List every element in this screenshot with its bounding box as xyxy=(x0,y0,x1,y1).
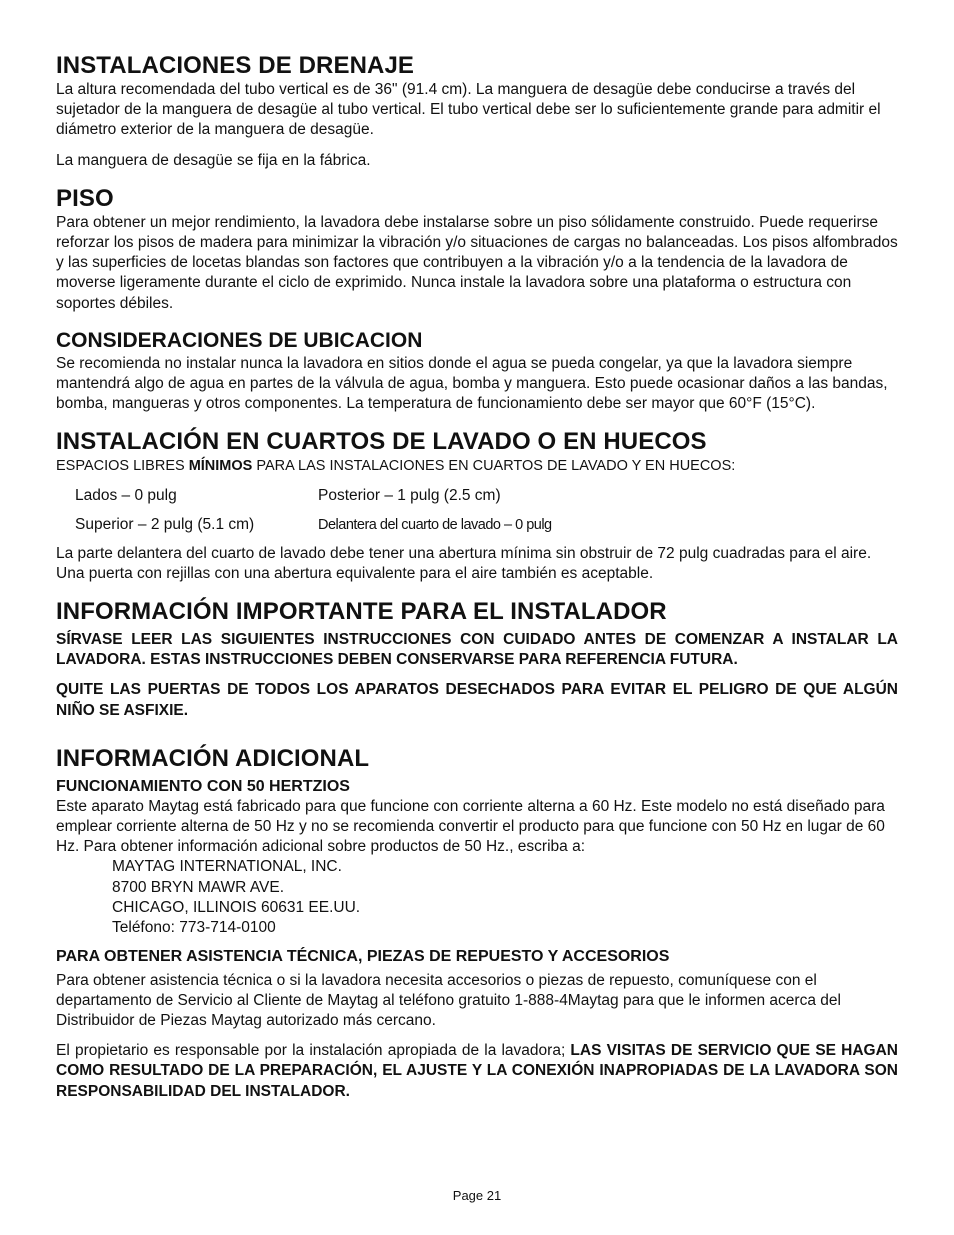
heading-ubicacion: CONSIDERACIONES DE UBICACION xyxy=(56,328,423,352)
instalador-paragraph-2: QUITE LAS PUERTAS DE TODOS LOS APARATOS DESECHADOS PARA EVITAR EL PELIGRO DE QUE ALGÚN NIÑO SE ASFIXIE. xyxy=(56,681,898,719)
adicional-paragraph-3 xyxy=(56,1041,898,1102)
drenaje-paragraph-2: La manguera de desagüe se fija en la fábrica. xyxy=(56,151,371,169)
drenaje-paragraph-1: La altura recomendada del tubo vertical es de 36" (91.4 cm). La manguera de desagüe debe conducirse a través del sujetador de la manguera de desagüe al tubo vertical. El tubo vertical debe ser lo suficientemente grande para admitir el diámetro exterior de la manguera de desagüe. xyxy=(56,81,881,139)
cuartos-intro-bold: MÍNIMOS xyxy=(188,458,253,475)
heading-instalador: INFORMACIÓN IMPORTANTE PARA EL INSTALADOR xyxy=(56,598,667,626)
clearance-delantera: Delantera del cuarto de lavado – 0 pulg xyxy=(318,516,552,533)
adicional-p3-bold: LAS VISITAS DE SERVICIO QUE SE HAGAN COMO RESULTADO DE LA PREPARACIÓN, EL AJUSTE Y LA CONEXIÓN INAPROPIADAS DE LA LAVADORA SON RESPONSABILIDAD DEL INSTALADOR. xyxy=(56,1042,898,1100)
adicional-paragraph-2: Para obtener asistencia técnica o si la lavadora necesita accesorios o piezas de repuesto, comuníquese con el departamento de Servicio al Cliente de Maytag al teléfono gratuito 1-888-4Maytag para que le informen acerca del Distribuidor de Piezas Maytag autorizado más cercano. xyxy=(56,971,841,1030)
subheading-50hz: FUNCIONAMIENTO CON 50 HERTZIOS xyxy=(56,777,350,795)
clearance-row-1 xyxy=(75,486,898,506)
heading-adicional: INFORMACIÓN ADICIONAL xyxy=(56,744,370,772)
clearance-posterior: Posterior – 1 pulg (2.5 cm) xyxy=(318,486,501,504)
cuartos-intro xyxy=(56,456,898,476)
adicional-p3-pre: El propietario es responsable por la instalación apropiada de la lavadora; xyxy=(56,1042,571,1060)
address-line: MAYTAG INTERNATIONAL, INC. xyxy=(112,858,342,876)
heading-drenaje: INSTALACIONES DE DRENAJE xyxy=(56,52,414,79)
piso-paragraph-1: Para obtener un mejor rendimiento, la lavadora debe instalarse sobre un piso sólidamente construido. Puede requerirse reforzar los pisos de madera para minimizar la vibración y/o situaciones de cargas no balanceadas. Los pisos alfombrados y las superficies de locetas blandas son factores que contribuyen a la vibración y/o a la tendencia de la lavadora de moverse ligeramente durante el ciclo de exprimido. Nunca instale la lavadora sobre una plataforma o estructura con soportes débiles. xyxy=(56,213,898,312)
page-number: Page 21 xyxy=(452,1188,502,1203)
ubicacion-paragraph-1: Se recomienda no instalar nunca la lavadora en sitios donde el agua se pueda congelar, ya que la lavadora siempre mantendrá algo de agua en partes de la válvula de agua, bomba y manguera. Esto puede ocasionar daños a las bandas, bomba, mangueras y otros componentes. La temperatura de funcionamiento debe ser mayor que 60°F (15°C). xyxy=(56,354,888,413)
heading-cuartos: INSTALACIÓN EN CUARTOS DE LAVADO O EN HUECOS xyxy=(56,428,707,456)
clearance-row-2 xyxy=(75,515,898,535)
cuartos-intro-pre: ESPACIOS LIBRES xyxy=(56,458,189,475)
subheading-asistencia: PARA OBTENER ASISTENCIA TÉCNICA, PIEZAS DE REPUESTO Y ACCESORIOS xyxy=(56,947,670,965)
address-block xyxy=(112,857,898,938)
instalador-paragraph-1: SÍRVASE LEER LAS SIGUIENTES INSTRUCCIONES CON CUIDADO ANTES DE COMENZAR A INSTALAR LA LAVADORA. ESTAS INSTRUCCIONES DEBEN CONSERVARSE PARA REFERENCIA FUTURA. xyxy=(56,631,898,669)
address-line: Teléfono: 773-714-0100 xyxy=(112,919,276,937)
cuartos-intro-post: PARA LAS INSTALACIONES EN CUARTOS DE LAVADO Y EN HUECOS: xyxy=(252,458,736,475)
clearance-lados: Lados – 0 pulg xyxy=(75,486,177,504)
heading-piso: PISO xyxy=(56,184,114,212)
address-line: CHICAGO, ILLINOIS 60631 EE.UU. xyxy=(112,899,361,917)
clearance-superior: Superior – 2 pulg (5.1 cm) xyxy=(75,515,255,533)
address-line: 8700 BRYN MAWR AVE. xyxy=(112,878,284,896)
cuartos-paragraph-2: La parte delantera del cuarto de lavado debe tener una abertura mínima sin obstruir de 72 pulg cuadradas para el aire. Una puerta con rejillas con una abertura equivalente para el aire también es aceptable. xyxy=(56,544,872,582)
adicional-paragraph-1: Este aparato Maytag está fabricado para que funcione con corriente alterna a 60 Hz. Este modelo no está diseñado para emplear corriente alterna de 50 Hz y no se recomienda convertir el producto para que funcione con 50 Hz en lugar de 60 Hz. Para obtener información adicional sobre productos de 50 Hz., escriba a: xyxy=(56,797,885,856)
document-page xyxy=(56,52,898,1102)
